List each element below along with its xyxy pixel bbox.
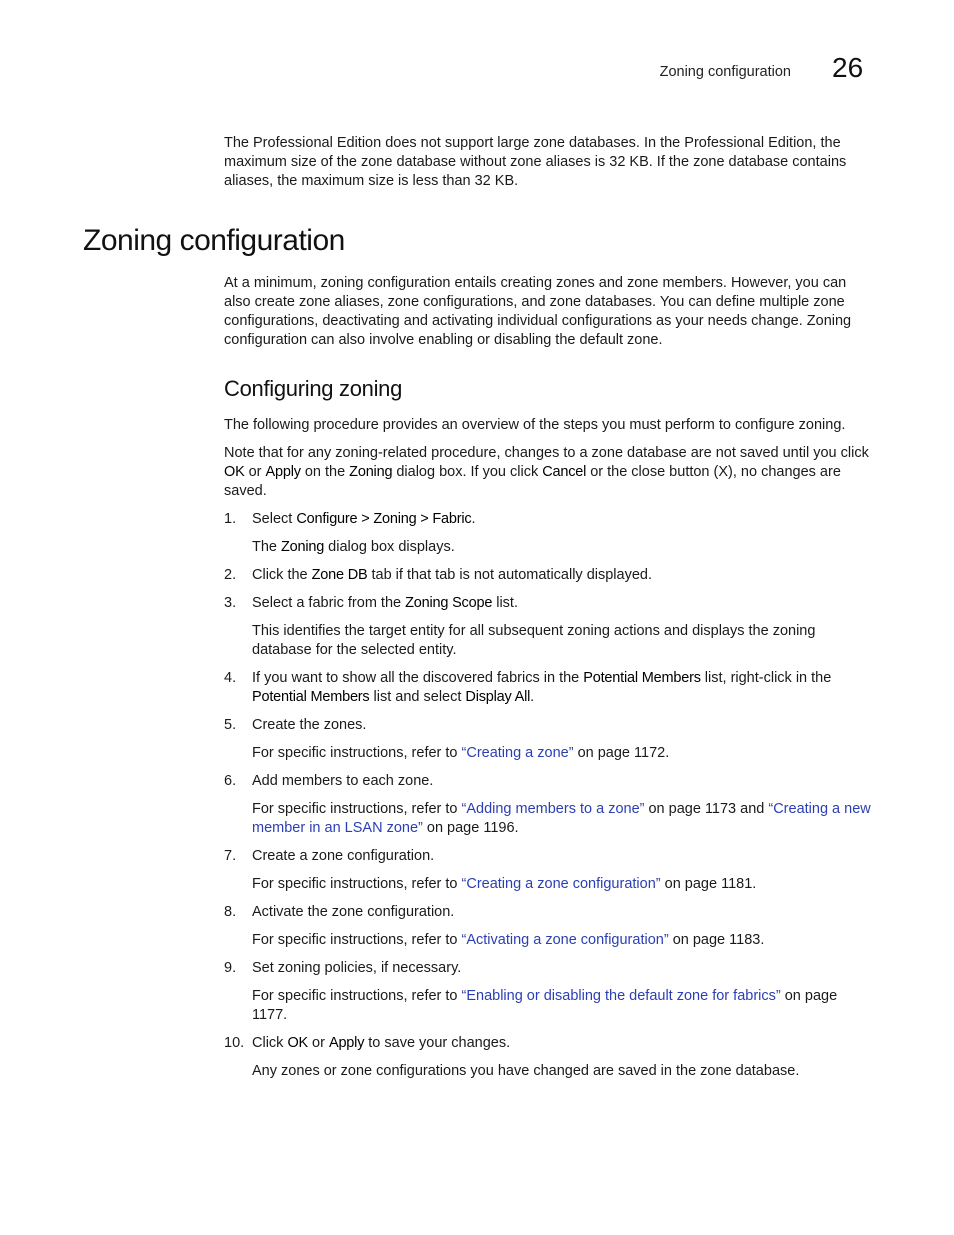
step-text: Click the Zone DB tab if that tab is not automatically displayed. bbox=[252, 567, 652, 583]
subsection-paragraph: The following procedure provides an overview of the steps you must perform to configure zoning. bbox=[224, 417, 846, 433]
intro-paragraph: The Professional Edition does not support large zone databases. In the Professional Edition, the maximum size of the zone database without zone aliases is 32 KB. If the zone database contains aliases, the maximum size is less than 32 KB. bbox=[224, 135, 847, 189]
step-text: If you want to show all the discovered fabrics in the Potential Members list, right-click in the Potential Members list and select Display All. bbox=[252, 670, 832, 705]
step-8-detail: For specific instructions, refer to “Activating a zone configuration” on page 1183. bbox=[252, 932, 765, 948]
ui-term-ok: OK bbox=[224, 464, 245, 480]
step-number: 5. bbox=[224, 717, 237, 733]
ui-term-cancel: Cancel bbox=[542, 464, 587, 480]
xref-link[interactable]: “Creating a zone configuration” bbox=[461, 876, 661, 892]
step-text: Click OK or Apply to save your changes. bbox=[252, 1035, 511, 1051]
step-number: 6. bbox=[224, 773, 237, 789]
step-text: Set zoning policies, if necessary. bbox=[252, 960, 462, 976]
step-number: 3. bbox=[224, 595, 237, 611]
step-7-detail: For specific instructions, refer to “Creating a zone configuration” on page 1181. bbox=[252, 876, 757, 892]
menu-path: Configure > Zoning > Fabric bbox=[296, 511, 472, 527]
chapter-number: 26 bbox=[832, 52, 864, 83]
xref-link[interactable]: “Creating a new member in an LSAN zone” bbox=[252, 801, 871, 836]
running-head-title: Zoning configuration bbox=[659, 64, 791, 80]
step-number: 2. bbox=[224, 567, 237, 583]
xref-link[interactable]: “Creating a zone” bbox=[461, 745, 574, 761]
step-number: 9. bbox=[224, 960, 237, 976]
xref-link[interactable]: “Adding members to a zone” bbox=[461, 801, 645, 817]
xref-link[interactable]: “Enabling or disabling the default zone for fabrics” bbox=[461, 988, 781, 1004]
note-paragraph: Note that for any zoning-related procedure, changes to a zone database are not saved until you click OK or Apply on the Zoning dialog box. If you click Cancel or the close button (X), no changes are saved. bbox=[224, 445, 869, 499]
step-5-detail: For specific instructions, refer to “Creating a zone” on page 1172. bbox=[252, 745, 670, 761]
step-9-detail: For specific instructions, refer to “Enabling or disabling the default zone for fabrics” on page 1177. bbox=[252, 988, 838, 1023]
ui-term-apply: Apply bbox=[265, 464, 301, 480]
step-text: Select Configure > Zoning > Fabric. bbox=[252, 511, 476, 527]
step-3-detail: This identifies the target entity for all subsequent zoning actions and displays the zoning database for the selected entity. bbox=[252, 623, 816, 658]
subsection-title: Configuring zoning bbox=[224, 376, 403, 401]
step-10-detail: Any zones or zone configurations you have changed are saved in the zone database. bbox=[252, 1063, 800, 1079]
xref-link[interactable]: “Activating a zone configuration” bbox=[461, 932, 669, 948]
step-text: Create a zone configuration. bbox=[252, 848, 435, 864]
step-number: 10. bbox=[224, 1035, 245, 1051]
step-number: 8. bbox=[224, 904, 237, 920]
step-1-detail: The Zoning dialog box displays. bbox=[252, 539, 455, 555]
section-paragraph: At a minimum, zoning configuration entails creating zones and zone members. However, you can also create zone aliases, zone configurations, and zone databases. You can define multiple zone configurations, deactivating and activating individual configurations as your needs change. Zoning configuration can also involve enabling or disabling the default zone. bbox=[224, 275, 852, 348]
step-text: Select a fabric from the Zoning Scope list. bbox=[252, 595, 518, 611]
ui-term-zoning: Zoning bbox=[349, 464, 393, 480]
step-text: Create the zones. bbox=[252, 717, 367, 733]
step-text: Add members to each zone. bbox=[252, 773, 434, 789]
section-title: Zoning configuration bbox=[83, 224, 345, 257]
step-number: 7. bbox=[224, 848, 237, 864]
step-6-detail: For specific instructions, refer to “Adding members to a zone” on page 1173 and “Creating a new member in an LSAN zone” on page 1196. bbox=[252, 801, 871, 836]
step-text: Activate the zone configuration. bbox=[252, 904, 455, 920]
step-number: 1. bbox=[224, 511, 237, 527]
step-number: 4. bbox=[224, 670, 237, 686]
